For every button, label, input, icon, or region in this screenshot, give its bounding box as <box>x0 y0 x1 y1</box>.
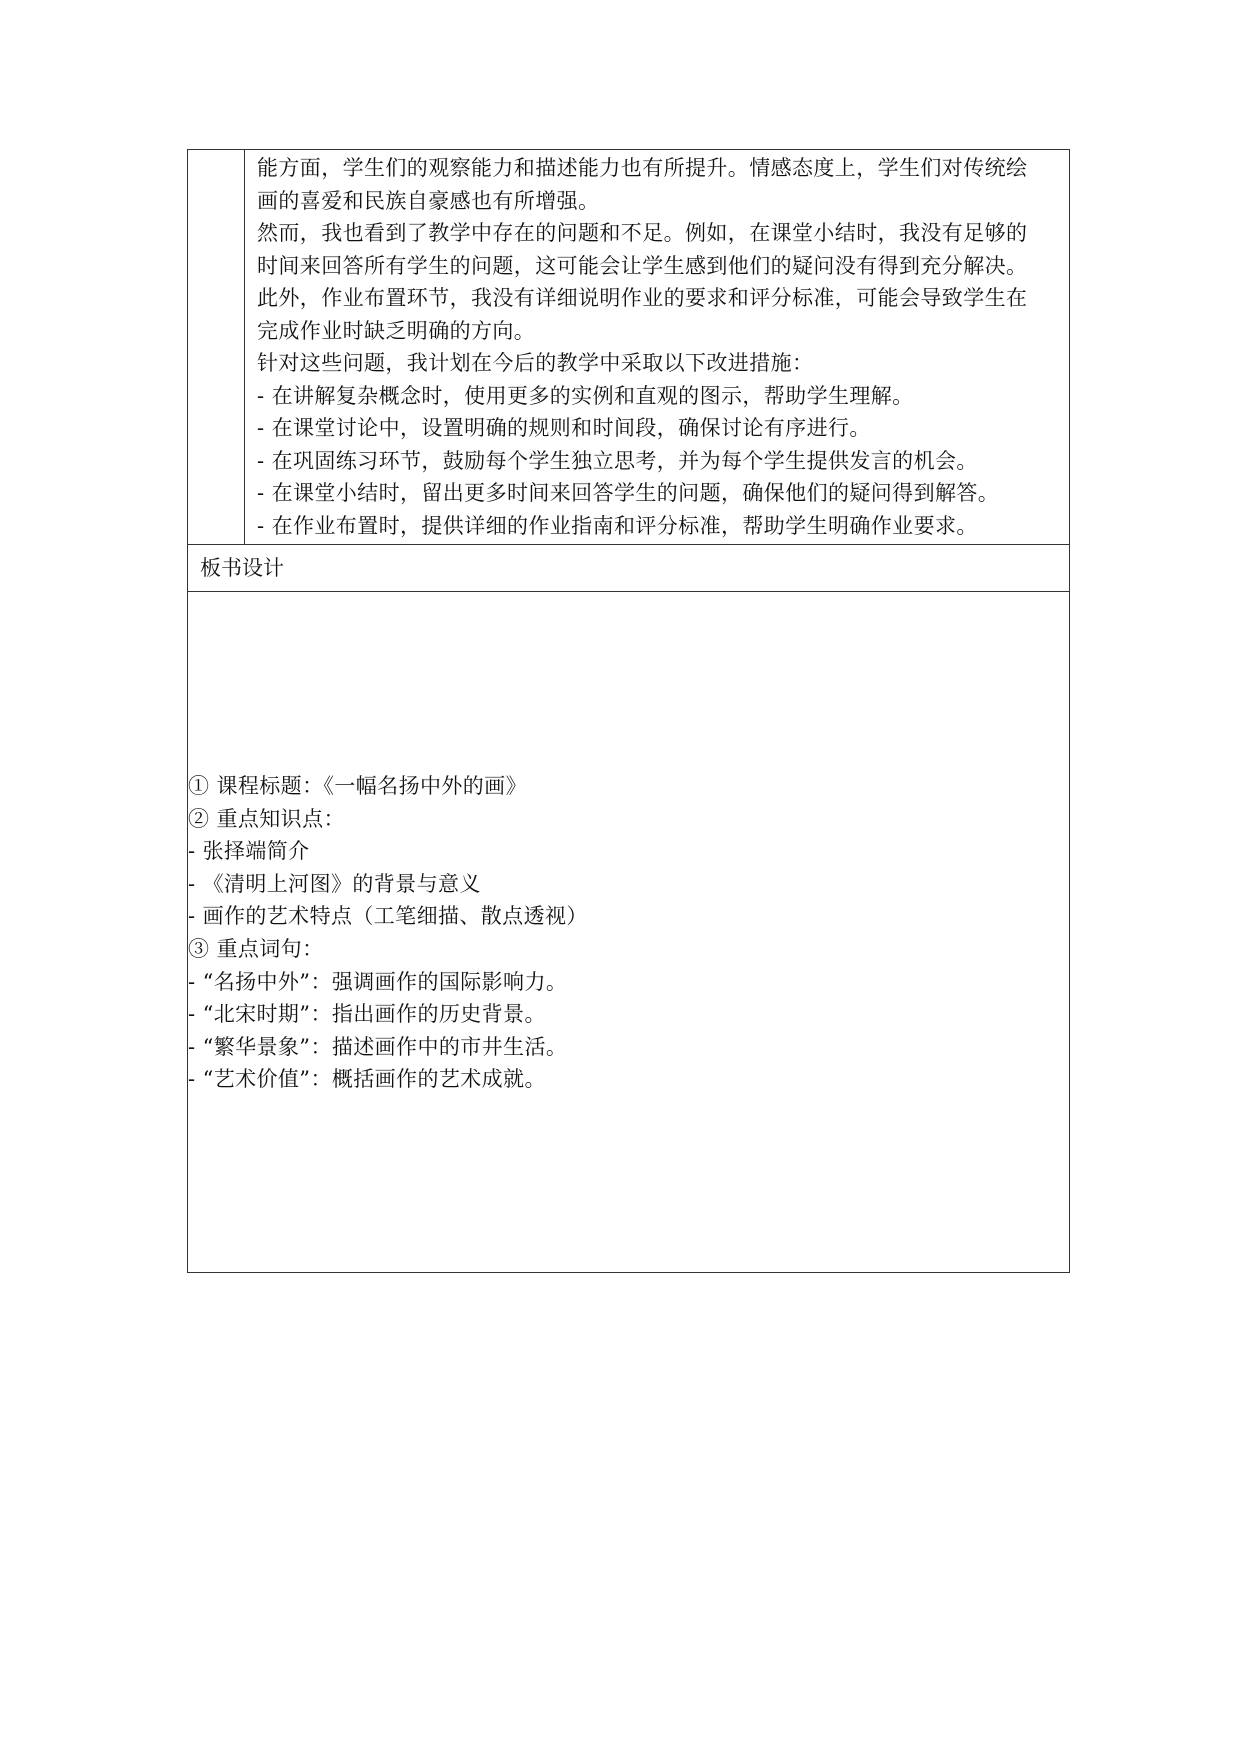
reflection-line: 完成作业时缺乏明确的方向。 <box>257 318 536 343</box>
board-design-heading: 板书设计 <box>200 556 284 580</box>
reflection-line: 时间来回答所有学生的问题，这可能会让学生感到他们的疑问没有得到充分解决。 <box>257 253 1028 278</box>
board-line: ① 课程标题：《一幅名扬中外的画》 <box>188 774 527 798</box>
board-line: - 张择端简介 <box>188 839 310 864</box>
board-design-content-cell <box>188 592 1070 1273</box>
improvement-item: - 在课堂讨论中，设置明确的规则和时间段，确保讨论有序进行。 <box>257 416 871 440</box>
board-line: ③ 重点词句： <box>188 936 324 961</box>
reflection-line: 画的喜爱和民族自豪感也有所增强。 <box>257 188 600 213</box>
board-line: - “北宋时期”：指出画作的历史背景。 <box>188 1002 546 1027</box>
lesson-plan-table <box>187 149 1070 1273</box>
reflection-label-cell <box>188 150 245 545</box>
board-line: - “名扬中外”：强调画作的国际影响力。 <box>188 969 568 994</box>
improvement-item: - 在讲解复杂概念时，使用更多的实例和直观的图示，帮助学生理解。 <box>257 383 914 408</box>
reflection-line: 然而，我也看到了教学中存在的问题和不足。例如，在课堂小结时，我没有足够的 <box>257 221 1028 245</box>
improvement-item: - 在作业布置时，提供详细的作业指南和评分标准，帮助学生明确作业要求。 <box>257 513 978 538</box>
board-line: - “艺术价值”：概括画作的艺术成就。 <box>188 1067 546 1092</box>
board-line: - 《清明上河图》的背景与意义 <box>188 871 481 896</box>
board-design-header-cell <box>188 545 1070 592</box>
board-design-content <box>188 770 1069 1096</box>
reflection-line: 能方面，学生们的观察能力和描述能力也有所提升。情感态度上，学生们对传统绘 <box>257 156 1028 180</box>
reflection-line: 此外，作业布置环节，我没有详细说明作业的要求和评分标准，可能会导致学生在 <box>257 286 1028 310</box>
board-line: - “繁华景象”：描述画作中的市井生活。 <box>188 1034 568 1059</box>
improvement-item: - 在巩固练习环节，鼓励每个学生独立思考，并为每个学生提供发言的机会。 <box>257 448 978 473</box>
board-line: ② 重点知识点： <box>188 806 345 831</box>
board-design-header-row <box>188 545 1070 592</box>
reflection-row <box>188 150 1070 545</box>
reflection-cell <box>245 150 1070 545</box>
reflection-line: 针对这些问题，我计划在今后的教学中采取以下改进措施： <box>257 351 814 375</box>
board-design-content-row <box>188 592 1070 1273</box>
improvement-item: - 在课堂小结时，留出更多时间来回答学生的问题，确保他们的疑问得到解答。 <box>257 481 1000 505</box>
board-line: - 画作的艺术特点（工笔细描、散点透视） <box>188 904 588 929</box>
